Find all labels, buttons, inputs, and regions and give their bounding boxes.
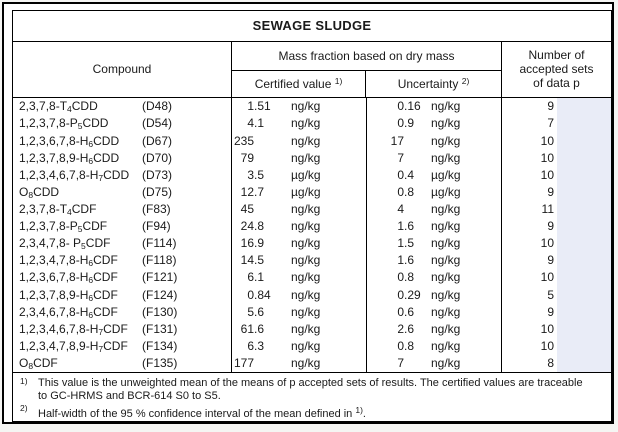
highlight-band [557, 115, 611, 132]
certified-value-int: 45 [240, 201, 254, 216]
table-title [13, 11, 611, 42]
uncertainty-int: 0 [397, 270, 404, 285]
footnote-2-text: Half-width of the 95 % confidence interval of the mean defined in $^{1)}$. [38, 404, 366, 420]
table-row [13, 235, 611, 252]
compound-cell [13, 98, 232, 115]
certified-value-int: 16 [240, 236, 254, 251]
uncertainty-unit: µg/kg [431, 167, 461, 182]
uncertainty-unit: ng/kg [431, 219, 461, 234]
compound-cell [13, 115, 232, 132]
compound-cell [13, 166, 232, 183]
accepted-sets-count: 9 [547, 219, 554, 234]
compound-cell [13, 200, 232, 217]
compound-code: (F131) [142, 321, 178, 336]
uncertainty-frac: .6 [404, 219, 415, 234]
header-number-line2: accepted sets [519, 62, 594, 77]
uncertainty-cell [367, 98, 502, 115]
uncertainty-cell [367, 218, 502, 235]
accepted-sets-cell [502, 303, 611, 320]
uncertainty-frac: .6 [404, 304, 415, 319]
uncertainty-unit: ng/kg [431, 99, 461, 114]
uncertainty-frac: .8 [404, 270, 415, 285]
certified-value-frac: .3 [254, 338, 265, 353]
compound-code: (D70) [142, 150, 173, 165]
accepted-sets-cell [502, 115, 611, 132]
uncertainty-frac: .6 [404, 253, 415, 268]
header-uncertainty [366, 71, 501, 97]
table-row [13, 183, 611, 200]
accepted-sets-cell [502, 286, 611, 303]
uncertainty-unit: ng/kg [431, 355, 461, 370]
highlight-band [557, 98, 611, 115]
certified-value-frac: .9 [254, 236, 265, 251]
uncertainty-int: 0 [397, 304, 404, 319]
header-number-of-sets [502, 42, 611, 97]
uncertainty-cell [367, 166, 502, 183]
table-row [13, 166, 611, 183]
certified-value-unit: ng/kg [291, 304, 321, 319]
compound-name: O8CDD [19, 184, 60, 200]
uncertainty-int: 0 [397, 167, 404, 182]
certified-value-cell [232, 303, 367, 320]
footnote-ref-1-icon: 1) [334, 76, 343, 87]
accepted-sets-cell [502, 98, 611, 115]
certified-value-unit: ng/kg [291, 338, 321, 353]
highlight-band [557, 149, 611, 166]
accepted-sets-cell [502, 269, 611, 286]
compound-code: (F134) [142, 338, 178, 353]
uncertainty-unit: ng/kg [431, 304, 461, 319]
compound-cell [13, 183, 232, 200]
uncertainty-frac: .29 [404, 287, 421, 302]
table-row [13, 132, 611, 149]
uncertainty-int: 7 [397, 150, 404, 165]
header-certified-value-label: Certified value $^{1)}$ [254, 76, 343, 92]
compound-name: 1,2,3,7,8,9-H6CDF [19, 287, 118, 303]
uncertainty-cell [367, 286, 502, 303]
highlight-band [557, 337, 611, 354]
compound-cell [13, 286, 232, 303]
accepted-sets-count: 10 [540, 338, 554, 353]
accepted-sets-cell [502, 218, 611, 235]
compound-name: 1,2,3,7,8-P5CDF [19, 219, 108, 235]
certified-value-cell [232, 132, 367, 149]
header-uncertainty-label: Uncertainty $^{2)}$ [397, 76, 470, 92]
certified-value-int: 14 [240, 253, 254, 268]
certified-value-frac: .51 [254, 99, 271, 114]
footnote-1-marker: 1) [20, 375, 28, 386]
certified-value-int: 6 [247, 270, 254, 285]
uncertainty-int: 0 [397, 99, 404, 114]
highlight-band [557, 252, 611, 269]
uncertainty-unit: ng/kg [431, 287, 461, 302]
table-row [13, 98, 611, 115]
uncertainty-int: 0 [397, 184, 404, 199]
certified-value-int: 1 [247, 99, 254, 114]
certified-value-int: 6 [247, 338, 254, 353]
header-certified-value [232, 71, 366, 97]
uncertainty-cell [367, 252, 502, 269]
uncertainty-unit: ng/kg [431, 116, 461, 131]
table-row [13, 149, 611, 166]
compound-name: 1,2,3,4,7,8-H6CDF [19, 253, 118, 269]
compound-code: (F94) [142, 219, 171, 234]
uncertainty-cell [367, 320, 502, 337]
table-row [13, 303, 611, 320]
uncertainty-unit: ng/kg [431, 236, 461, 251]
highlight-band [557, 354, 611, 371]
certified-value-cell [232, 218, 367, 235]
uncertainty-cell [367, 303, 502, 320]
highlight-band [557, 166, 611, 183]
compound-name: 2,3,7,8-T4CDD [19, 99, 98, 115]
accepted-sets-cell [502, 200, 611, 217]
table-row [13, 320, 611, 337]
header-number-line1: Number of [528, 48, 585, 63]
uncertainty-frac: .16 [404, 99, 421, 114]
certified-value-frac: .1 [254, 116, 265, 131]
uncertainty-int: 1 [397, 219, 404, 234]
accepted-sets-cell [502, 337, 611, 354]
footnote-1 [20, 377, 592, 404]
compound-code: (F114) [142, 236, 177, 251]
certified-value-cell [232, 115, 367, 132]
certified-value-frac: .5 [254, 167, 265, 182]
certified-value-unit: ng/kg [291, 219, 321, 234]
compound-code: (F135) [142, 355, 178, 370]
uncertainty-frac: .5 [404, 236, 415, 251]
certified-value-unit: ng/kg [291, 116, 321, 131]
certified-value-frac: .7 [254, 184, 265, 199]
header-compound [13, 42, 232, 97]
compound-name: 1,2,3,4,6,7,8-H7CDD [19, 167, 130, 183]
certified-value-unit: ng/kg [291, 355, 321, 370]
uncertainty-unit: ng/kg [431, 270, 461, 285]
certified-value-cell [232, 354, 367, 371]
compound-name: 1,2,3,6,7,8-H6CDD [19, 133, 120, 149]
certified-value-unit: ng/kg [291, 236, 321, 251]
accepted-sets-cell [502, 235, 611, 252]
compound-name: 1,2,3,7,8-P5CDD [19, 116, 109, 132]
certified-value-frac: .6 [254, 304, 265, 319]
accepted-sets-cell [502, 149, 611, 166]
accepted-sets-count: 9 [547, 184, 554, 199]
accepted-sets-count: 10 [540, 167, 554, 182]
uncertainty-cell [367, 132, 502, 149]
table-row [13, 252, 611, 269]
certified-value-unit: ng/kg [291, 150, 321, 165]
compound-code: (F124) [142, 287, 178, 302]
footnote-2-inline-ref-icon: 1) [355, 404, 363, 415]
certified-value-unit: ng/kg [291, 133, 321, 148]
certified-value-int: 24 [240, 219, 254, 234]
compound-name: 1,2,3,4,6,7,8-H7CDF [19, 321, 128, 337]
header-subrow [232, 71, 501, 97]
uncertainty-cell [367, 183, 502, 200]
certified-value-unit: ng/kg [291, 287, 321, 302]
certified-value-cell [232, 337, 367, 354]
uncertainty-unit: ng/kg [431, 253, 461, 268]
highlight-band [557, 303, 611, 320]
uncertainty-int: 1 [397, 253, 404, 268]
highlight-band [557, 269, 611, 286]
compound-cell [13, 303, 232, 320]
certified-value-cell [232, 183, 367, 200]
compound-cell [13, 149, 232, 166]
accepted-sets-count: 11 [541, 201, 554, 216]
highlight-band [557, 235, 611, 252]
uncertainty-int: 2 [397, 321, 404, 336]
compound-name: 1,2,3,7,8,9-H6CDD [19, 150, 120, 166]
accepted-sets-count: 8 [547, 355, 554, 370]
compound-name: 1,2,3,6,7,8-H6CDF [19, 270, 118, 286]
uncertainty-unit: ng/kg [431, 133, 461, 148]
compound-cell [13, 337, 232, 354]
accepted-sets-cell [502, 320, 611, 337]
compound-code: (F121) [142, 270, 178, 285]
table-row [13, 269, 611, 286]
accepted-sets-count: 9 [547, 253, 554, 268]
certified-value-cell [232, 320, 367, 337]
footnote-2-marker: 2) [20, 402, 28, 413]
certified-value-int: 4 [247, 116, 254, 131]
uncertainty-cell [367, 354, 502, 371]
header-mass-fraction [232, 42, 501, 71]
compound-cell [13, 320, 232, 337]
certified-value-frac: .84 [254, 287, 271, 302]
table-header [13, 42, 611, 98]
certified-value-unit: ng/kg [291, 99, 321, 114]
uncertainty-int: 1 [397, 236, 404, 251]
compound-cell [13, 218, 232, 235]
header-mass-fraction-label: Mass fraction based on dry mass [278, 48, 455, 63]
compound-code: (D73) [142, 167, 173, 182]
accepted-sets-count: 10 [540, 133, 554, 148]
certified-value-int: 12 [240, 184, 254, 199]
document-frame [2, 2, 614, 424]
uncertainty-frac: .6 [404, 321, 415, 336]
certified-value-int: 235 [233, 133, 254, 148]
footnote-ref-2-icon: 2) [461, 76, 470, 87]
footnote-1-text: This value is the unweighted mean of the means of p accepted sets of results. The certified values are traceable to GC-HRMS and BCR-614 S0 to S5. [38, 376, 583, 402]
certified-value-cell [232, 166, 367, 183]
compound-code: (D67) [142, 133, 173, 148]
uncertainty-int: 4 [397, 201, 404, 216]
compound-cell [13, 269, 232, 286]
certified-value-unit: ng/kg [291, 270, 321, 285]
uncertainty-frac: .9 [404, 116, 415, 131]
accepted-sets-cell [502, 132, 611, 149]
highlight-band [557, 183, 611, 200]
uncertainty-cell [367, 200, 502, 217]
accepted-sets-count: 7 [547, 116, 554, 131]
accepted-sets-count: 10 [540, 270, 554, 285]
uncertainty-unit: ng/kg [431, 321, 461, 336]
certified-value-frac: .5 [254, 253, 265, 268]
certified-value-unit: µg/kg [291, 184, 321, 199]
uncertainty-unit: ng/kg [431, 201, 461, 216]
accepted-sets-count: 10 [540, 150, 554, 165]
compound-code: (F83) [142, 201, 171, 216]
compound-name: 2,3,7,8-T4CDF [19, 201, 97, 217]
certified-value-unit: ng/kg [291, 201, 321, 216]
certified-value-frac: .1 [254, 270, 265, 285]
accepted-sets-count: 9 [547, 99, 554, 114]
table-row [13, 200, 611, 217]
uncertainty-int: 7 [397, 355, 404, 370]
accepted-sets-count: 10 [540, 321, 554, 336]
accepted-sets-cell [502, 354, 611, 371]
accepted-sets-count: 10 [540, 236, 554, 251]
certified-value-cell [232, 252, 367, 269]
compound-code: (D75) [142, 184, 173, 199]
compound-cell [13, 354, 232, 371]
uncertainty-cell [367, 149, 502, 166]
accepted-sets-cell [502, 252, 611, 269]
compound-cell [13, 252, 232, 269]
compound-code: (F118) [142, 253, 177, 268]
table-row [13, 286, 611, 303]
header-number-line3: of data p [533, 76, 580, 91]
accepted-sets-cell [502, 183, 611, 200]
certified-value-cell [232, 235, 367, 252]
certified-value-int: 0 [247, 287, 254, 302]
table-row [13, 218, 611, 235]
footnotes-section [13, 372, 611, 422]
uncertainty-int: 17 [390, 133, 404, 148]
compound-name: 2,3,4,6,7,8-H6CDF [19, 304, 118, 320]
certified-value-cell [232, 200, 367, 217]
certified-value-int: 61 [240, 321, 254, 336]
table-row [13, 354, 611, 371]
uncertainty-unit: ng/kg [431, 150, 461, 165]
certified-value-unit: ng/kg [291, 253, 321, 268]
certified-value-unit: ng/kg [291, 321, 321, 336]
compound-cell [13, 235, 232, 252]
uncertainty-int: 0 [397, 338, 404, 353]
uncertainty-frac: .8 [404, 184, 415, 199]
accepted-sets-count: 5 [547, 287, 554, 302]
compound-code: (D48) [142, 99, 173, 114]
certified-value-cell [232, 149, 367, 166]
table-row [13, 337, 611, 354]
table-title-text: SEWAGE SLUDGE [252, 18, 372, 34]
uncertainty-cell [367, 115, 502, 132]
uncertainty-unit: µg/kg [431, 184, 461, 199]
compound-name: O8CDF [19, 355, 58, 371]
table-row [13, 115, 611, 132]
compound-code: (F130) [142, 304, 178, 319]
certified-value-cell [232, 98, 367, 115]
certified-value-int: 3 [247, 167, 254, 182]
compound-name: 2,3,4,7,8- P5CDF [19, 236, 111, 252]
header-compound-label: Compound [92, 62, 152, 77]
certified-values-table [12, 10, 612, 422]
footnote-2 [20, 404, 592, 422]
compound-name: 1,2,3,4,7,8,9-H7CDF [19, 338, 128, 354]
accepted-sets-count: 9 [547, 304, 554, 319]
certified-value-int: 5 [247, 304, 254, 319]
highlight-band [557, 286, 611, 303]
header-mass-fraction-group [232, 42, 502, 97]
compound-cell [13, 132, 232, 149]
certified-value-cell [232, 286, 367, 303]
certified-value-unit: µg/kg [291, 167, 321, 182]
highlight-band [557, 218, 611, 235]
uncertainty-cell [367, 269, 502, 286]
certified-value-int: 79 [240, 150, 254, 165]
highlight-band [557, 320, 611, 337]
certified-value-frac: .6 [254, 321, 265, 336]
uncertainty-frac: .8 [404, 338, 415, 353]
uncertainty-cell [367, 337, 502, 354]
uncertainty-frac: .4 [404, 167, 415, 182]
data-rows [13, 98, 611, 372]
certified-value-int: 177 [233, 355, 254, 370]
highlight-band [557, 132, 611, 149]
uncertainty-unit: ng/kg [431, 338, 461, 353]
compound-code: (D54) [142, 116, 173, 131]
uncertainty-int: 0 [397, 287, 404, 302]
accepted-sets-cell [502, 166, 611, 183]
highlight-band [557, 200, 611, 217]
certified-value-cell [232, 269, 367, 286]
certified-value-frac: .8 [254, 219, 265, 234]
uncertainty-cell [367, 235, 502, 252]
uncertainty-int: 0 [397, 116, 404, 131]
